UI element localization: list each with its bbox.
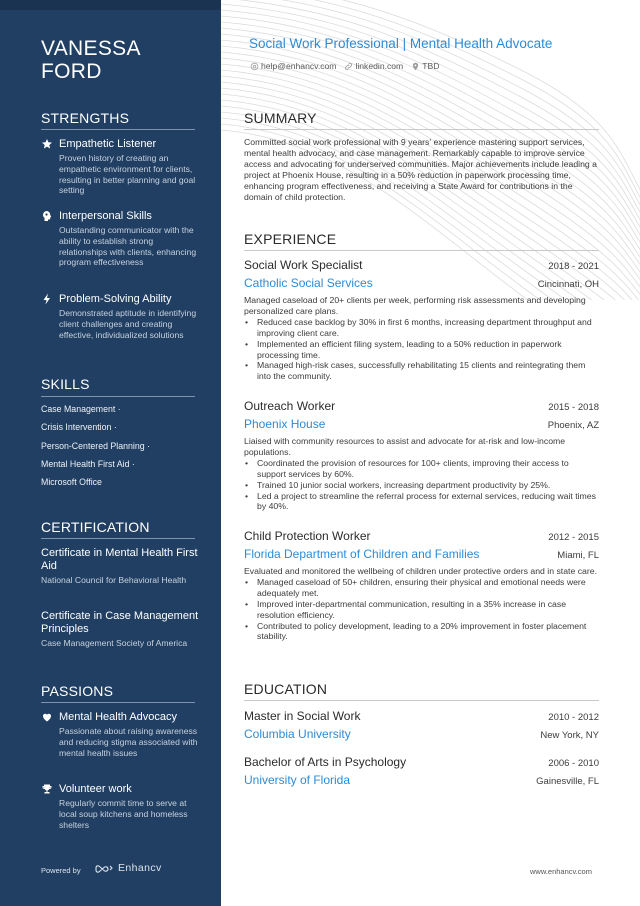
edu-location: New York, NY (540, 730, 599, 741)
heart-icon (41, 711, 53, 723)
job-bullet: • Trained 10 junior social workers, increasing department productivity by 25%. (244, 480, 599, 491)
powered-by-label: Powered by (41, 866, 81, 875)
edu-location: Gainesville, FL (536, 776, 599, 787)
strength-desc: Demonstrated aptitude in identifying client challenges and creating effective, individualized solutions (59, 308, 197, 340)
job-company: Phoenix House (244, 417, 326, 431)
certification-heading: CERTIFICATION (41, 519, 150, 535)
edu-dates: 2010 - 2012 (548, 712, 599, 723)
certification-title: Certificate in Mental Health First Aid (41, 547, 198, 572)
strength-desc: Outstanding communicator with the ability to establish strong relationships with clients, enhancing program effectiveness (59, 225, 197, 268)
job-location: Cincinnati, OH (537, 279, 599, 290)
lightning-icon (41, 293, 53, 305)
passions-heading: PASSIONS (41, 683, 114, 699)
footer-website[interactable]: www.enhancv.com (530, 867, 592, 876)
job-entry (244, 529, 599, 642)
skills-heading: SKILLS (41, 376, 90, 392)
strength-item (41, 138, 201, 196)
edu-school: University of Florida (244, 773, 351, 787)
job-bullet: • Reduced case backlog by 30% in first 6 months, increasing department throughput and improving client care. (244, 317, 599, 339)
trophy-icon (41, 783, 53, 795)
job-bullet: • Contributed to policy development, leading to a 20% improvement in foster placement stability. (244, 621, 599, 643)
candidate-name: VANESSA FORD (41, 37, 140, 83)
passion-desc: Regularly commit time to serve at local soup kitchens and homeless shelters (59, 798, 188, 830)
passions-divider (41, 702, 195, 703)
link-icon (344, 62, 353, 71)
job-bullet: • Led a project to streamline the referral process for external services, reducing wait times by 40%. (244, 491, 599, 513)
brain-icon (41, 210, 53, 222)
summary-divider (244, 129, 599, 130)
contact-email-text: help@enhancv.com (261, 61, 337, 71)
strength-title: Interpersonal Skills (59, 210, 152, 222)
certification-org: National Council for Behavioral Health (41, 575, 187, 585)
passion-desc: Passionate about raising awareness and reducing stigma associated with mental health issues (59, 726, 198, 758)
contact-linkedin[interactable] (344, 61, 403, 71)
contact-bar (250, 61, 447, 71)
certification-item (41, 547, 201, 586)
job-bullet: • Improved inter-departmental communication, resulting in a 35% increase in case resolution efficiency. (244, 599, 599, 621)
edu-degree: Master in Social Work (244, 709, 361, 723)
job-description: Evaluated and monitored the wellbeing of children under protective orders and in state care. (244, 566, 598, 576)
contact-email[interactable] (250, 61, 336, 71)
star-icon (41, 138, 53, 150)
job-bullet: • Coordinated the provision of resources for 100+ clients, improving their access to support services by 60%. (244, 458, 599, 480)
job-bullet: • Managed caseload of 50+ children, ensuring their physical and emotional needs were adequately met. (244, 577, 599, 599)
job-bullets (244, 577, 599, 642)
education-entry (244, 709, 599, 741)
skill-item: Person-Centered Planning · (41, 441, 151, 451)
job-dates: 2012 - 2015 (548, 532, 599, 543)
job-location: Phoenix, AZ (547, 420, 599, 431)
summary-text: Committed social work professional with 9 years' experience mastering support services, mental health advocacy, and case management. Remarkably capable to improve service access and advocating for underserved communities. Major achievements include leading a project at Phoenix House, resulting in a 50% reduction in paperwork processing time, enhancing program effectiveness, and receiving a State Award for contributions in the domain of child protection. (244, 137, 598, 202)
job-company: Florida Department of Children and Families (244, 547, 480, 561)
strength-title: Empathetic Listener (59, 138, 157, 150)
skill-item: Mental Health First Aid · (41, 459, 135, 469)
job-role: Child Protection Worker (244, 529, 371, 543)
wave-line (221, 16, 640, 252)
strength-desc: Proven history of creating an empathetic environment for clients, resulting in better planning and goal setting (59, 153, 196, 196)
passion-item (41, 783, 201, 830)
contact-linkedin-text: linkedin.com (355, 61, 404, 71)
skill-item: Microsoft Office (41, 477, 102, 487)
location-pin-icon (411, 62, 420, 71)
job-entry (244, 399, 599, 512)
job-description: Managed caseload of 20+ clients per week, performing risk assessments and developing personalized care plans. (244, 295, 586, 316)
education-heading: EDUCATION (244, 681, 328, 697)
certification-divider (41, 538, 195, 539)
certification-item (41, 610, 201, 649)
tagline: Social Work Professional | Mental Health Advocate (249, 36, 553, 51)
brand-name: Enhancv (118, 862, 162, 874)
at-icon (250, 62, 259, 71)
certification-title: Certificate in Case Management Principles (41, 610, 199, 635)
skills-divider (41, 396, 195, 397)
passion-title: Mental Health Advocacy (59, 711, 178, 723)
job-entry (244, 258, 599, 382)
skill-item: Case Management · (41, 404, 121, 414)
job-company: Catholic Social Services (244, 276, 373, 290)
brand-logo[interactable] (94, 862, 162, 874)
education-divider (244, 700, 599, 701)
job-bullet: • Implemented an efficient filing system, leading to a 50% reduction in paperwork processing time. (244, 339, 599, 361)
strengths-heading: STRENGTHS (41, 110, 130, 126)
contact-location-text: TBD (422, 61, 440, 71)
strength-item (41, 210, 201, 268)
passion-item (41, 711, 201, 758)
job-dates: 2018 - 2021 (548, 261, 599, 272)
job-role: Social Work Specialist (244, 258, 363, 272)
job-bullet: • Managed high-risk cases, successfully rehabilitating 15 clients and reintegrating them into the community. (244, 360, 599, 382)
experience-divider (244, 250, 599, 251)
contact-location (411, 61, 439, 71)
certification-org: Case Management Society of America (41, 638, 188, 648)
sidebar (0, 0, 221, 906)
strength-title: Problem-Solving Ability (59, 293, 172, 305)
strength-item (41, 293, 201, 340)
education-entry (244, 755, 599, 787)
job-location: Miami, FL (557, 550, 599, 561)
job-description: Liaised with community resources to assist and advocate for at-risk and low-income populations. (244, 436, 566, 457)
edu-dates: 2006 - 2010 (548, 758, 599, 769)
job-bullets (244, 458, 599, 513)
skill-item: Crisis Intervention · (41, 422, 117, 432)
edu-degree: Bachelor of Arts in Psychology (244, 755, 407, 769)
strengths-divider (41, 129, 195, 130)
job-role: Outreach Worker (244, 399, 336, 413)
enhancv-logo-icon (94, 862, 114, 874)
job-dates: 2015 - 2018 (548, 402, 599, 413)
sidebar-top-strip (0, 0, 221, 10)
edu-school: Columbia University (244, 727, 351, 741)
passion-title: Volunteer work (59, 783, 132, 795)
summary-heading: SUMMARY (244, 110, 317, 126)
job-bullets (244, 317, 599, 382)
experience-heading: EXPERIENCE (244, 231, 337, 247)
